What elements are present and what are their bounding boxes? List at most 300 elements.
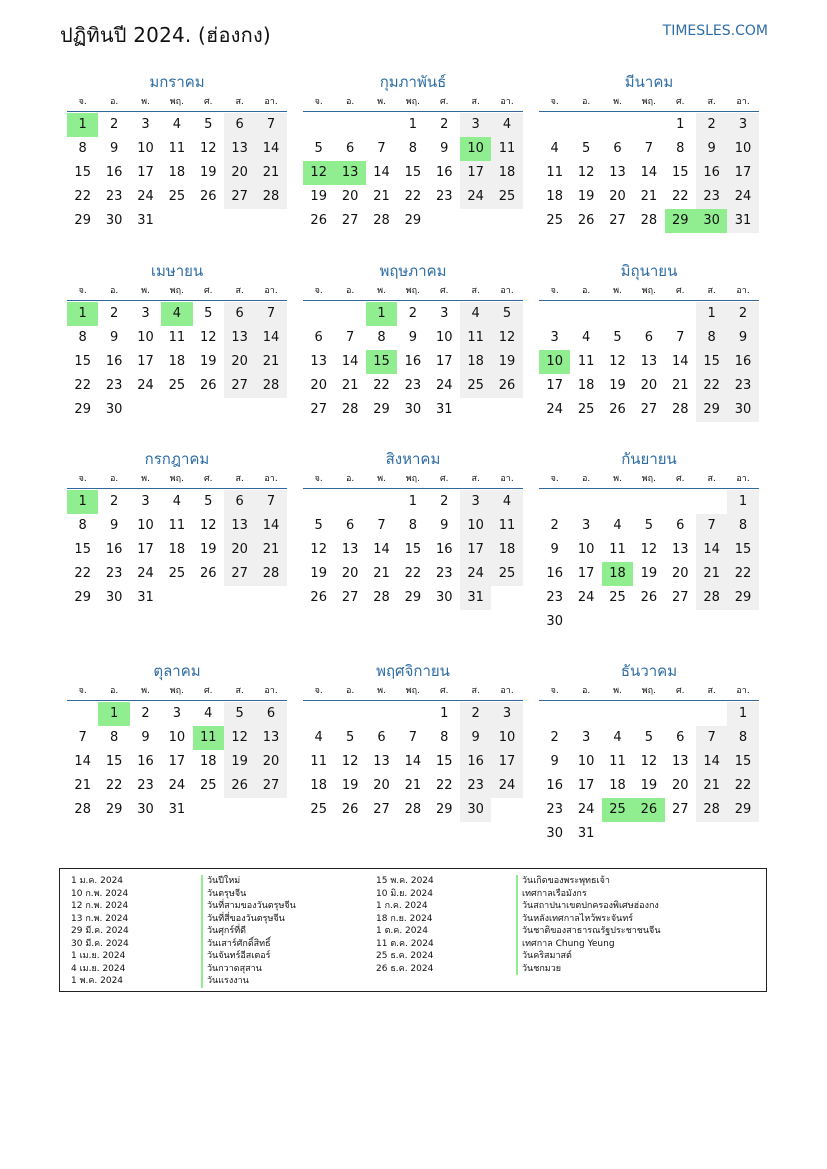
day-grid [539,702,759,846]
day-cell: 5 [204,494,213,509]
holiday-date: 18 ก.ย. 2024 [376,913,433,924]
day-cell: 2 [550,518,559,533]
day-cell: 15 [671,165,689,180]
day-cell: 7 [78,730,87,745]
day-cell: 7 [696,514,727,538]
day-cell: 4 [581,330,591,345]
weekday-label: อ. [109,686,119,696]
day-cell: 18 [609,778,626,793]
weekday-label: จ. [78,686,87,696]
day-cell: 29 [74,402,91,417]
day-cell: 1 [727,490,758,514]
holiday-day-cell: 25 [602,798,633,822]
day-cell: 6 [644,330,653,345]
day-cell: 3 [727,113,758,137]
weekday-label: อา. [736,686,750,696]
day-cell: 29 [727,586,758,610]
day-cell: 15 [404,542,422,557]
month-name: พฤศจิกายน [376,662,450,680]
holiday-name: วันกวาดสุสาน [201,963,296,976]
holiday-name: วันหลังเทศกาลไหว้พระจันทร์ [516,913,660,926]
weekday-label: ส. [707,286,716,296]
day-cell: 3 [440,306,449,321]
day-cell: 15 [696,350,727,374]
day-cell: 29 [74,590,91,605]
day-cell: 22 [105,778,123,793]
day-cell: 23 [546,590,563,605]
day-cell: 8 [109,730,119,745]
holiday-day-cell: 29 [665,209,696,233]
day-cell: 18 [460,350,491,374]
day-cell: 19 [199,354,217,369]
day-cell: 25 [491,185,522,209]
weekday-label: พ. [141,474,150,484]
weekday-label: ส. [235,474,244,484]
holiday-date: 1 เม.ย. 2024 [71,951,126,961]
holiday-name-column [516,875,660,975]
day-cell: 30 [105,402,123,417]
day-cell: 10 [137,330,154,345]
day-cell: 14 [696,750,727,774]
day-cell: 17 [168,754,186,769]
day-cell: 25 [168,566,186,581]
day-cell: 20 [224,538,255,562]
day-cell: 25 [609,590,626,605]
day-cell: 28 [404,802,422,817]
weekday-header [539,682,759,701]
day-cell: 7 [676,330,685,345]
day-cell: 10 [168,730,186,745]
holiday-name: วันศุกร์ที่ดี [201,925,296,938]
weekday-label: ศ. [675,97,685,107]
day-cell: 8 [676,141,685,156]
month-name: มีนาคม [624,73,674,91]
empty-cell [303,113,334,137]
day-cell: 12 [609,354,626,369]
day-cell: 17 [137,354,154,369]
weekday-label: ศ. [439,686,449,696]
holiday-name: วันเสาร์ศักดิ์สิทธิ์ [201,938,296,951]
weekday-label: ศ. [439,97,449,107]
day-cell: 2 [440,494,449,509]
weekday-label: ส. [707,97,716,107]
day-cell: 18 [577,378,595,393]
day-cell: 14 [640,165,658,180]
day-cell: 15 [435,754,453,769]
day-cell: 2 [550,730,559,745]
weekday-label: อ. [109,97,119,107]
day-cell: 17 [727,161,758,185]
day-cell: 29 [404,590,422,605]
empty-cell [539,302,570,326]
weekday-label: พฤ. [405,686,420,696]
weekday-label: พ. [141,97,150,107]
weekday-header [67,282,287,301]
weekday-label: จ. [550,474,559,484]
day-cell: 7 [377,141,386,156]
holiday-name: เทศกาล Chung Yeung [516,938,660,951]
holiday-name: วันตรุษจีน [201,888,296,901]
day-cell: 11 [168,330,186,345]
holiday-date: 15 พ.ค. 2024 [376,876,434,886]
day-cell: 26 [310,590,327,605]
weekday-label: ส. [235,97,244,107]
weekday-label: อา. [500,686,514,696]
day-cell: 16 [105,542,123,557]
day-cell: 21 [640,189,658,204]
day-cell: 9 [727,326,758,350]
empty-cell [602,702,633,726]
day-cell: 19 [310,566,327,581]
day-cell: 5 [644,518,653,533]
brand-link[interactable]: TIMESLES.COM [662,23,768,39]
day-cell: 14 [255,514,286,538]
empty-cell [303,490,334,514]
day-cell: 23 [404,378,422,393]
holiday-day-cell: 11 [193,726,224,750]
day-cell: 21 [74,778,91,793]
day-grid [539,490,759,634]
day-cell: 12 [577,165,595,180]
day-cell: 28 [255,562,286,586]
day-cell: 24 [460,185,491,209]
empty-cell [334,490,365,514]
month-calendar [303,660,523,822]
day-cell: 20 [373,778,390,793]
weekday-label: ส. [471,286,480,296]
day-cell: 27 [373,802,390,817]
day-cell: 2 [141,706,150,721]
day-cell: 8 [727,726,758,750]
day-cell: 4 [460,302,491,326]
day-cell: 20 [310,378,327,393]
day-cell: 1 [676,117,685,132]
day-cell: 16 [546,566,563,581]
day-cell: 11 [609,542,626,557]
day-cell: 27 [310,402,327,417]
day-cell: 3 [460,113,491,137]
day-cell: 8 [727,514,758,538]
empty-cell [696,490,727,514]
empty-cell [633,302,664,326]
day-cell: 8 [377,330,386,345]
day-cell: 5 [644,730,653,745]
day-cell: 10 [460,514,491,538]
empty-cell [570,702,601,726]
day-cell: 8 [696,326,727,350]
empty-cell [570,490,601,514]
weekday-label: จ. [550,686,559,696]
holiday-date: 10 ก.พ. 2024 [71,888,129,899]
holiday-name: วันเกิดของพระพุทธเจ้า [516,875,660,888]
weekday-header [303,282,523,301]
weekday-header [303,93,523,112]
month-name: กรกฎาคม [144,450,210,468]
day-grid [67,113,287,233]
day-cell: 24 [460,562,491,586]
day-cell: 26 [341,802,359,817]
day-cell: 11 [491,514,522,538]
day-cell: 28 [696,586,727,610]
day-cell: 2 [440,117,449,132]
day-cell: 6 [255,702,286,726]
day-cell: 4 [613,518,622,533]
day-cell: 9 [550,542,559,557]
day-cell: 12 [310,542,327,557]
day-cell: 5 [314,141,323,156]
empty-cell [539,490,570,514]
weekday-label: อา. [264,286,278,296]
day-cell: 28 [671,402,689,417]
holiday-date: 10 มิ.ย. 2024 [376,888,434,899]
weekday-label: ส. [471,97,480,107]
weekday-label: จ. [78,286,87,296]
day-cell: 16 [137,754,154,769]
weekday-label: จ. [78,97,87,107]
day-cell: 21 [255,538,286,562]
day-cell: 3 [172,706,181,721]
weekday-header [539,470,759,489]
day-cell: 13 [671,542,689,557]
day-cell: 30 [105,213,123,228]
day-cell: 14 [373,165,390,180]
weekday-label: ศ. [439,474,449,484]
day-cell: 31 [168,802,186,817]
day-cell: 28 [74,802,91,817]
month-name: กุมภาพันธ์ [379,73,447,91]
day-cell: 5 [314,518,323,533]
day-cell: 14 [671,354,689,369]
day-cell: 11 [609,754,626,769]
weekday-label: อ. [581,97,591,107]
day-cell: 7 [345,330,355,345]
empty-cell [633,702,664,726]
holiday-day-cell: 1 [67,113,98,137]
empty-cell [334,113,365,137]
day-cell: 19 [640,566,658,581]
day-cell: 17 [546,378,563,393]
day-cell: 29 [74,213,91,228]
day-cell: 9 [440,141,449,156]
day-cell: 10 [137,518,154,533]
day-cell: 17 [577,778,595,793]
day-cell: 12 [199,141,217,156]
day-cell: 18 [168,354,186,369]
weekday-label: พฤ. [169,97,184,107]
month-calendar [67,660,287,822]
holiday-day-cell: 4 [161,302,192,326]
day-cell: 24 [546,402,563,417]
day-cell: 26 [491,374,522,398]
holiday-name: วันชกมวย [516,963,660,976]
day-cell: 21 [696,774,727,798]
empty-cell [303,302,334,326]
day-cell: 24 [137,566,154,581]
day-cell: 18 [491,538,522,562]
month-calendar [539,260,759,422]
day-cell: 9 [141,730,150,745]
day-cell: 18 [199,754,217,769]
day-cell: 3 [581,730,591,745]
day-cell: 12 [199,518,217,533]
month-name: มกราคม [149,73,205,91]
day-cell: 11 [310,754,327,769]
day-cell: 2 [408,306,417,321]
weekday-label: ส. [707,474,716,484]
holiday-name: วันสถาปนาเขตปกครองพิเศษฮ่องกง [516,900,660,913]
day-cell: 23 [460,774,491,798]
day-cell: 30 [460,798,491,822]
day-cell: 1 [727,702,758,726]
day-cell: 18 [546,189,563,204]
weekday-label: พฤ. [641,474,656,484]
day-cell: 5 [491,302,522,326]
day-cell: 9 [440,518,449,533]
day-cell: 23 [727,374,758,398]
holiday-name: วันแรงงาน [201,975,296,988]
day-grid [67,490,287,610]
day-cell: 4 [172,494,181,509]
day-cell: 17 [460,538,491,562]
day-cell: 4 [550,141,559,156]
weekday-label: อ. [581,686,591,696]
day-cell: 23 [546,802,563,817]
empty-cell [633,113,664,137]
day-cell: 26 [224,774,255,798]
day-cell: 25 [168,378,186,393]
weekday-label: ส. [471,474,480,484]
day-cell: 14 [255,137,286,161]
day-cell: 17 [460,161,491,185]
holiday-day-cell: 15 [366,350,397,374]
day-cell: 27 [640,402,658,417]
holiday-date: 1 ม.ค. 2024 [71,876,124,886]
weekday-label: พ. [377,474,386,484]
day-cell: 20 [255,750,286,774]
day-cell: 4 [314,730,323,745]
day-cell: 21 [373,189,390,204]
holiday-day-cell: 10 [460,137,491,161]
day-cell: 6 [224,302,255,326]
day-cell: 12 [640,754,658,769]
month-calendar [67,71,287,233]
day-cell: 8 [78,141,87,156]
day-cell: 11 [546,165,563,180]
weekday-label: พฤ. [641,286,656,296]
day-cell: 16 [435,165,453,180]
day-cell: 29 [373,402,390,417]
day-cell: 20 [671,778,689,793]
day-cell: 10 [435,330,453,345]
day-cell: 23 [105,189,123,204]
day-cell: 13 [224,514,255,538]
day-cell: 4 [613,730,622,745]
day-cell: 27 [609,213,626,228]
day-cell: 16 [546,778,563,793]
day-cell: 9 [408,330,417,345]
day-cell: 31 [727,209,758,233]
day-cell: 19 [199,165,217,180]
day-cell: 3 [550,330,559,345]
holiday-date: 29 มี.ค. 2024 [71,926,129,936]
empty-cell [602,113,633,137]
day-cell: 22 [404,189,422,204]
weekday-label: อา. [500,474,514,484]
day-cell: 15 [105,754,123,769]
empty-cell [665,302,696,326]
day-cell: 23 [435,566,453,581]
day-cell: 29 [404,213,422,228]
weekday-label: พฤ. [169,686,184,696]
day-cell: 13 [373,754,390,769]
weekday-label: อา. [736,286,750,296]
day-cell: 26 [199,378,217,393]
holiday-date: 1 ก.ค. 2024 [376,901,428,911]
day-cell: 5 [613,330,622,345]
day-cell: 24 [491,774,522,798]
holiday-day-cell: 1 [366,302,397,326]
day-cell: 23 [696,185,727,209]
empty-cell [366,113,397,137]
day-cell: 28 [373,590,390,605]
day-cell: 27 [224,562,255,586]
day-cell: 16 [727,350,758,374]
day-cell: 25 [460,374,491,398]
day-cell: 20 [671,566,689,581]
day-cell: 22 [696,374,727,398]
day-cell: 23 [137,778,154,793]
holiday-name: วันที่สี่ของวันตรุษจีน [201,913,296,926]
day-cell: 30 [404,402,422,417]
holiday-day-cell: 1 [67,302,98,326]
weekday-header [67,93,287,112]
day-cell: 20 [224,350,255,374]
day-cell: 6 [676,730,685,745]
day-cell: 18 [168,542,186,557]
day-cell: 13 [310,354,327,369]
day-cell: 17 [491,750,522,774]
empty-cell [570,302,601,326]
weekday-label: พ. [377,686,386,696]
day-cell: 4 [204,706,213,721]
day-cell: 13 [609,165,626,180]
day-cell: 15 [727,750,758,774]
month-calendar [303,260,523,422]
day-cell: 1 [440,706,449,721]
day-cell: 29 [435,802,453,817]
weekday-label: อา. [500,97,514,107]
holiday-name: เทศกาลเรือมังกร [516,888,660,901]
day-grid [303,113,523,233]
weekday-label: ส. [235,286,244,296]
day-cell: 17 [435,354,453,369]
day-cell: 1 [408,117,417,132]
day-cell: 28 [341,402,359,417]
day-cell: 19 [640,778,658,793]
day-cell: 16 [696,161,727,185]
day-cell: 21 [255,350,286,374]
day-cell: 11 [168,141,186,156]
weekday-label: จ. [550,97,559,107]
day-cell: 30 [137,802,154,817]
empty-cell [67,702,98,726]
day-cell: 22 [373,378,390,393]
day-cell: 24 [137,189,154,204]
day-cell: 14 [696,538,727,562]
day-cell: 27 [341,213,359,228]
weekday-label: ส. [707,686,716,696]
day-cell: 28 [640,213,658,228]
